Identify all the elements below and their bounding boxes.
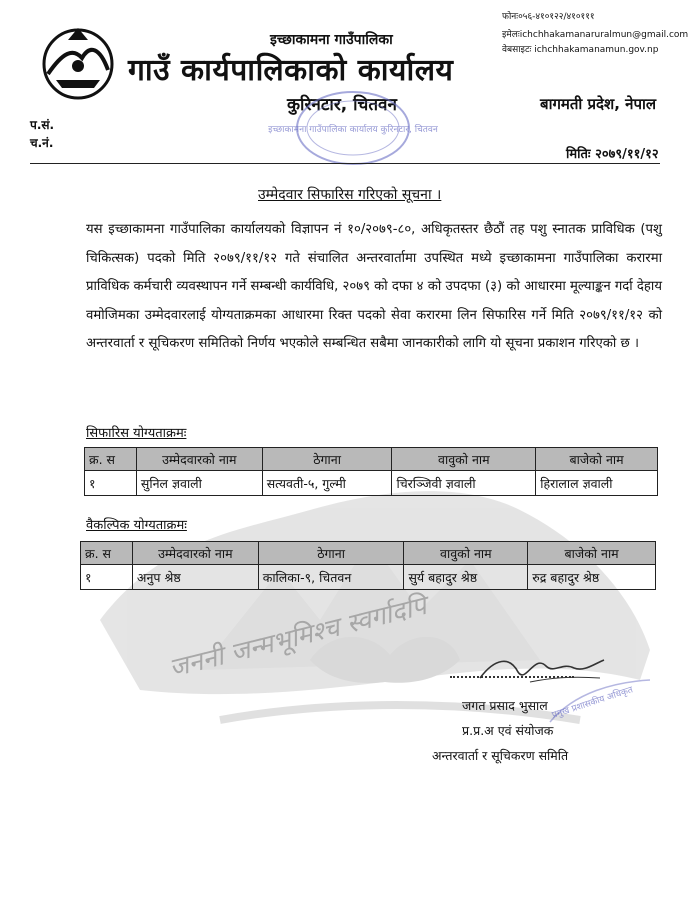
table-header-row	[81, 542, 656, 565]
col-address: ठेगाना	[262, 448, 392, 471]
col-serial: क्र. स	[85, 448, 137, 471]
col-father: वावुको नाम	[404, 542, 528, 565]
signatory-committee: अन्तरवार्ता र सूचिकरण समिति	[432, 748, 569, 763]
cell-grandfather: हिरालाल ज्ञवाली	[536, 471, 658, 496]
office-title: गाउँ कार्यपालिकाको कार्यालय	[128, 53, 454, 88]
cell-grandfather: रुद्र बहादुर श्रेष्ठ	[528, 565, 656, 590]
website-address[interactable]: वेबसाइटः ichchhakamanamun.gov.np	[502, 45, 659, 55]
notice-body: यस इच्छाकामना गाउँपालिका कार्यालयको विज्ञापन नं १०/२०७९-८०, अधिकृतस्तर छैठौं तह पशु स्नातक प्राविधिक (पशु चिकित्सक) पदको मिति २०७९/११/१२ गते संचालित अन्तरवार्तामा उपस्थित मध्ये इच्छाकामना गाउँपालिका करारमा प्राविधिक कर्मचारी व्यवस्थापन गर्ने सम्बन्धी कार्यविधि, २०७९ को दफा ४ को उपदफा (३) को आधारमा मूल्याङ्कन गर्दा देहाय वमोजिमका उम्मेदवारलाई योग्यताक्रमका आधारमा रिक्त पदको सेवा करारमा लिन सिफारिस गर्ने मिति २०७९/११/१२ को अन्तरवार्ता र सूचिकरण समितिको निर्णय भएकोले सम्बन्धित सबैमा जानकारीको लागि यो सूचना प्रकाशन गरिएको छ ।	[86, 222, 662, 351]
officer-stamp	[545, 672, 655, 732]
signatory-name: जगत प्रसाद भुसाल	[462, 698, 548, 713]
watermark-slogan: जननी जन्मभूमिश्च स्वर्गादपि	[166, 591, 430, 684]
dispatch-no-label: च.नं.	[30, 136, 54, 150]
cell-serial: १	[85, 471, 137, 496]
notice-date: मितिः २०७९/११/१२	[566, 147, 659, 162]
municipality-name: इच्छाकामना गाउँपालिका	[270, 32, 393, 48]
col-candidate: उम्मेदवारको नाम	[136, 448, 262, 471]
notice-title: उम्मेदवार सिफारिस गरिएको सूचना ।	[258, 187, 442, 203]
ref-no-label: प.सं.	[30, 118, 55, 132]
nepal-emblem-icon	[38, 22, 118, 102]
col-grandfather: बाजेको नाम	[536, 448, 658, 471]
province-name: बागमती प्रदेश, नेपाल	[540, 95, 657, 113]
cell-serial: १	[81, 565, 133, 590]
col-candidate: उम्मेदवारको नाम	[132, 542, 258, 565]
header-divider	[30, 163, 660, 164]
office-location: कुरिनटार, चितवन	[287, 95, 397, 115]
office-stamp-top	[268, 88, 438, 168]
cell-father: सुर्य बहादुर श्रेष्ठ	[404, 565, 528, 590]
alternate-heading: वैकल्पिक योग्यताक्रमः	[86, 518, 187, 533]
phone-number: फोनः०५६-४१०१२२/४१०१११	[502, 12, 595, 22]
table-row	[81, 565, 656, 590]
recommended-table	[84, 447, 658, 496]
cell-candidate: सुनिल ज्ञवाली	[136, 471, 262, 496]
table-row	[85, 471, 658, 496]
col-grandfather: बाजेको नाम	[528, 542, 656, 565]
recommended-heading: सिफारिस योग्यताक्रमः	[86, 426, 187, 441]
alternate-table	[80, 541, 656, 590]
cell-candidate: अनुप श्रेष्ठ	[132, 565, 258, 590]
col-address: ठेगाना	[258, 542, 404, 565]
email-address[interactable]: इमेलःichchhakamanaruralmun@gmail.com	[502, 30, 689, 40]
stamp-bottom-text: प्रमुख प्रशासकीय अधिकृत	[550, 685, 635, 721]
col-father: वावुको नाम	[392, 448, 536, 471]
cell-address: कालिका-९, चितवन	[258, 565, 404, 590]
cell-father: चिरञ्जिवी ज्ञवाली	[392, 471, 536, 496]
stamp-top-text: इच्छाकामना गाउँपालिका कार्यालय कुरिनटार, चितवन	[268, 125, 438, 135]
table-header-row	[85, 448, 658, 471]
cell-address: सत्यवती-५, गुल्मी	[262, 471, 392, 496]
col-serial: क्र. स	[81, 542, 133, 565]
signatory-designation: प्र.प्र.अ एवं संयोजक	[462, 723, 554, 738]
reference-block	[30, 116, 54, 152]
